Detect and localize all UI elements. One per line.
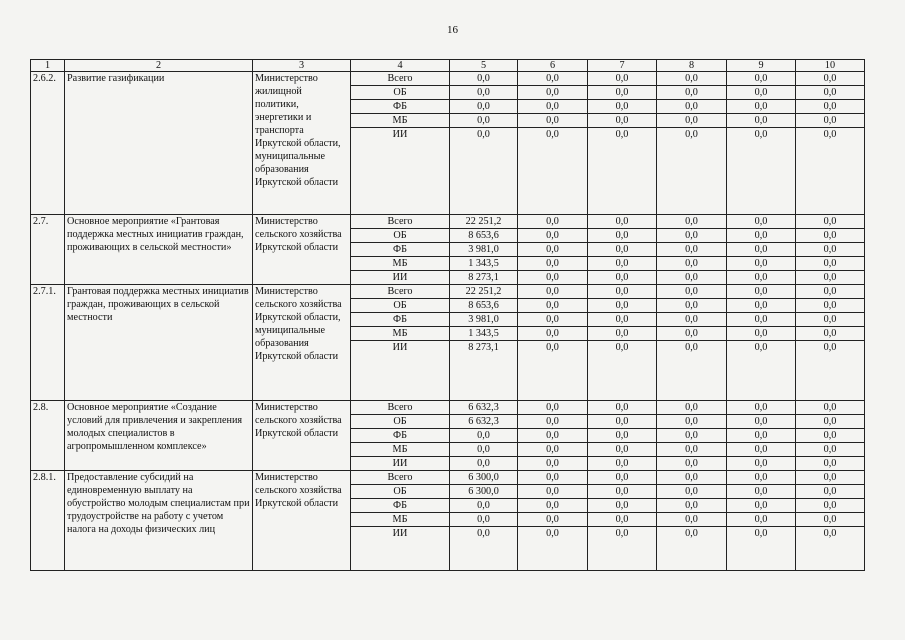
funding-source: ИИ: [351, 527, 450, 571]
row-name: Основное мероприятие «Грантовая поддержка местных инициатив граждан, проживающих в сельской местности»: [65, 215, 253, 285]
row-name: Грантовая поддержка местных инициатив граждан, проживающих в сельской местности: [65, 285, 253, 401]
funding-value: 0,0: [796, 527, 865, 571]
funding-value: 0,0: [518, 229, 588, 243]
funding-value: 0,0: [727, 313, 796, 327]
funding-source: ОБ: [351, 415, 450, 429]
funding-value: 0,0: [518, 215, 588, 229]
funding-value: 0,0: [518, 401, 588, 415]
funding-value: 0,0: [588, 229, 657, 243]
funding-value: 6 300,0: [450, 485, 518, 499]
funding-value: 8 653,6: [450, 229, 518, 243]
funding-value: 0,0: [657, 128, 727, 215]
funding-value: 0,0: [657, 457, 727, 471]
funding-value: 0,0: [518, 415, 588, 429]
row-executor: Министерство сельского хозяйства Иркутской области: [253, 471, 351, 571]
funding-value: 0,0: [588, 471, 657, 485]
table-row: [31, 215, 865, 229]
funding-value: 0,0: [588, 114, 657, 128]
funding-value: 0,0: [518, 100, 588, 114]
funding-value: 0,0: [657, 499, 727, 513]
funding-value: 6 300,0: [450, 471, 518, 485]
funding-value: 0,0: [796, 513, 865, 527]
funding-value: 0,0: [727, 72, 796, 86]
funding-value: 0,0: [796, 341, 865, 401]
column-header: 6: [518, 60, 588, 72]
funding-value: 0,0: [657, 485, 727, 499]
funding-value: 0,0: [518, 285, 588, 299]
funding-value: 0,0: [518, 341, 588, 401]
funding-source: Всего: [351, 215, 450, 229]
funding-value: 0,0: [796, 243, 865, 257]
row-executor: Министерство сельского хозяйства Иркутской области: [253, 401, 351, 471]
funding-value: 0,0: [450, 128, 518, 215]
funding-value: 0,0: [727, 443, 796, 457]
funding-value: 0,0: [657, 527, 727, 571]
funding-value: 0,0: [727, 271, 796, 285]
funding-value: 0,0: [657, 313, 727, 327]
funding-value: 0,0: [727, 215, 796, 229]
funding-value: 0,0: [727, 86, 796, 100]
funding-value: 0,0: [727, 285, 796, 299]
row-code: 2.8.: [31, 401, 65, 471]
funding-source: МБ: [351, 114, 450, 128]
funding-value: 0,0: [588, 128, 657, 215]
funding-value: 0,0: [588, 401, 657, 415]
funding-value: 0,0: [588, 285, 657, 299]
funding-value: 0,0: [588, 327, 657, 341]
funding-value: 1 343,5: [450, 327, 518, 341]
table-row: [31, 72, 865, 86]
funding-value: 0,0: [657, 415, 727, 429]
funding-value: 0,0: [518, 513, 588, 527]
funding-value: 0,0: [796, 114, 865, 128]
funding-source: ОБ: [351, 485, 450, 499]
funding-value: 0,0: [450, 100, 518, 114]
funding-value: 0,0: [588, 86, 657, 100]
funding-value: 0,0: [796, 471, 865, 485]
funding-source: ОБ: [351, 229, 450, 243]
funding-value: 0,0: [450, 429, 518, 443]
funding-source: Всего: [351, 401, 450, 415]
funding-value: 0,0: [657, 100, 727, 114]
funding-value: 8 273,1: [450, 341, 518, 401]
table-row: [31, 471, 865, 485]
column-header: 2: [65, 60, 253, 72]
funding-source: ИИ: [351, 271, 450, 285]
funding-value: 0,0: [657, 429, 727, 443]
funding-value: 0,0: [518, 299, 588, 313]
funding-value: 0,0: [450, 72, 518, 86]
funding-source: Всего: [351, 72, 450, 86]
funding-value: 0,0: [588, 415, 657, 429]
row-executor: Министерство сельского хозяйства Иркутской области: [253, 215, 351, 285]
funding-value: 0,0: [450, 443, 518, 457]
funding-source: МБ: [351, 327, 450, 341]
funding-value: 8 273,1: [450, 271, 518, 285]
funding-source: МБ: [351, 513, 450, 527]
funding-source: ФБ: [351, 499, 450, 513]
funding-value: 0,0: [588, 271, 657, 285]
funding-value: 0,0: [588, 429, 657, 443]
funding-value: 0,0: [518, 313, 588, 327]
funding-value: 8 653,6: [450, 299, 518, 313]
row-code: 2.7.: [31, 215, 65, 285]
funding-value: 0,0: [588, 513, 657, 527]
funding-source: ИИ: [351, 457, 450, 471]
funding-value: 0,0: [450, 86, 518, 100]
funding-value: 0,0: [518, 327, 588, 341]
funding-value: 0,0: [727, 415, 796, 429]
funding-value: 0,0: [657, 215, 727, 229]
funding-value: 0,0: [450, 499, 518, 513]
funding-value: 0,0: [796, 285, 865, 299]
funding-value: 0,0: [518, 271, 588, 285]
funding-value: 0,0: [796, 429, 865, 443]
funding-source: Всего: [351, 471, 450, 485]
funding-value: 0,0: [588, 499, 657, 513]
funding-value: 0,0: [727, 257, 796, 271]
funding-value: 0,0: [657, 471, 727, 485]
funding-value: 0,0: [727, 100, 796, 114]
funding-value: 0,0: [657, 271, 727, 285]
funding-table: [30, 59, 865, 571]
column-header: 3: [253, 60, 351, 72]
funding-value: 0,0: [588, 243, 657, 257]
funding-value: 0,0: [796, 443, 865, 457]
column-header: 5: [450, 60, 518, 72]
funding-value: 0,0: [588, 457, 657, 471]
row-executor: Министерство жилищной политики, энергетики и транспорта Иркутской области, муниципальные образования Иркутской области: [253, 72, 351, 215]
funding-value: 0,0: [588, 257, 657, 271]
funding-value: 0,0: [518, 527, 588, 571]
funding-value: 3 981,0: [450, 243, 518, 257]
funding-value: 0,0: [796, 457, 865, 471]
funding-value: 6 632,3: [450, 401, 518, 415]
funding-value: 0,0: [657, 341, 727, 401]
funding-value: 1 343,5: [450, 257, 518, 271]
funding-value: 0,0: [727, 327, 796, 341]
funding-source: ОБ: [351, 299, 450, 313]
row-executor: Министерство сельского хозяйства Иркутской области, муниципальные образования Иркутской области: [253, 285, 351, 401]
row-code: 2.6.2.: [31, 72, 65, 215]
funding-value: 0,0: [518, 257, 588, 271]
funding-source: ФБ: [351, 243, 450, 257]
funding-value: 0,0: [588, 100, 657, 114]
row-name: Основное мероприятие «Создание условий для привлечения и закрепления молодых специалистов в агропромышленном комплексе»: [65, 401, 253, 471]
funding-source: ОБ: [351, 86, 450, 100]
row-code: 2.7.1.: [31, 285, 65, 401]
funding-value: 0,0: [657, 299, 727, 313]
funding-value: 0,0: [450, 513, 518, 527]
funding-value: 0,0: [727, 299, 796, 313]
funding-value: 0,0: [796, 128, 865, 215]
funding-value: 0,0: [727, 513, 796, 527]
funding-value: 0,0: [657, 401, 727, 415]
column-header: 1: [31, 60, 65, 72]
funding-value: 0,0: [588, 341, 657, 401]
funding-value: 0,0: [796, 271, 865, 285]
funding-source: ИИ: [351, 128, 450, 215]
row-name: Развитие газификации: [65, 72, 253, 215]
funding-value: 0,0: [518, 86, 588, 100]
funding-value: 0,0: [518, 485, 588, 499]
funding-value: 0,0: [796, 215, 865, 229]
funding-value: 22 251,2: [450, 215, 518, 229]
funding-value: 0,0: [796, 327, 865, 341]
funding-value: 0,0: [450, 114, 518, 128]
funding-value: 0,0: [588, 215, 657, 229]
funding-source: ФБ: [351, 429, 450, 443]
funding-value: 0,0: [588, 72, 657, 86]
funding-value: 0,0: [657, 114, 727, 128]
funding-value: 0,0: [518, 72, 588, 86]
funding-value: 0,0: [796, 72, 865, 86]
funding-value: 0,0: [796, 257, 865, 271]
funding-value: 0,0: [588, 299, 657, 313]
funding-value: 0,0: [657, 86, 727, 100]
funding-value: 0,0: [518, 471, 588, 485]
column-header: 7: [588, 60, 657, 72]
funding-value: 0,0: [518, 443, 588, 457]
funding-value: 0,0: [518, 499, 588, 513]
funding-value: 0,0: [657, 443, 727, 457]
funding-value: 0,0: [727, 128, 796, 215]
funding-value: 0,0: [796, 86, 865, 100]
funding-value: 0,0: [588, 527, 657, 571]
funding-value: 0,0: [588, 485, 657, 499]
funding-source: МБ: [351, 257, 450, 271]
funding-value: 0,0: [727, 499, 796, 513]
funding-value: 0,0: [796, 401, 865, 415]
funding-value: 0,0: [727, 114, 796, 128]
funding-value: 6 632,3: [450, 415, 518, 429]
funding-value: 22 251,2: [450, 285, 518, 299]
funding-source: ФБ: [351, 100, 450, 114]
funding-value: 0,0: [796, 313, 865, 327]
funding-value: 0,0: [657, 257, 727, 271]
row-name: Предоставление субсидий на единовременную выплату на обустройство молодым специалистам при трудоустройстве на работу с учетом налога на доходы физических лиц: [65, 471, 253, 571]
funding-value: 0,0: [727, 457, 796, 471]
funding-value: 0,0: [657, 243, 727, 257]
funding-value: 0,0: [727, 429, 796, 443]
funding-value: 0,0: [657, 229, 727, 243]
funding-value: 0,0: [727, 527, 796, 571]
row-code: 2.8.1.: [31, 471, 65, 571]
funding-value: 0,0: [796, 299, 865, 313]
funding-value: 0,0: [796, 499, 865, 513]
funding-value: 0,0: [657, 513, 727, 527]
header-row: [31, 60, 865, 72]
funding-value: 0,0: [796, 415, 865, 429]
funding-value: 0,0: [657, 327, 727, 341]
funding-value: 0,0: [518, 429, 588, 443]
table-row: [31, 401, 865, 415]
funding-value: 0,0: [450, 527, 518, 571]
page-number: 16: [447, 24, 458, 36]
funding-value: 0,0: [727, 243, 796, 257]
funding-value: 0,0: [518, 128, 588, 215]
funding-value: 0,0: [518, 243, 588, 257]
funding-value: 0,0: [796, 485, 865, 499]
funding-source: Всего: [351, 285, 450, 299]
funding-value: 0,0: [727, 401, 796, 415]
funding-value: 0,0: [796, 100, 865, 114]
funding-value: 0,0: [518, 114, 588, 128]
funding-source: МБ: [351, 443, 450, 457]
funding-value: 0,0: [588, 443, 657, 457]
funding-value: 0,0: [727, 229, 796, 243]
funding-value: 0,0: [518, 457, 588, 471]
column-header: 10: [796, 60, 865, 72]
funding-value: 0,0: [657, 285, 727, 299]
funding-value: 0,0: [796, 229, 865, 243]
funding-value: 0,0: [588, 313, 657, 327]
funding-value: 0,0: [450, 457, 518, 471]
column-header: 9: [727, 60, 796, 72]
column-header: 8: [657, 60, 727, 72]
funding-value: 0,0: [727, 341, 796, 401]
funding-value: 0,0: [727, 471, 796, 485]
column-header: 4: [351, 60, 450, 72]
table-row: [31, 285, 865, 299]
funding-value: 0,0: [657, 72, 727, 86]
funding-source: ФБ: [351, 313, 450, 327]
funding-source: ИИ: [351, 341, 450, 401]
funding-value: 3 981,0: [450, 313, 518, 327]
funding-value: 0,0: [727, 485, 796, 499]
